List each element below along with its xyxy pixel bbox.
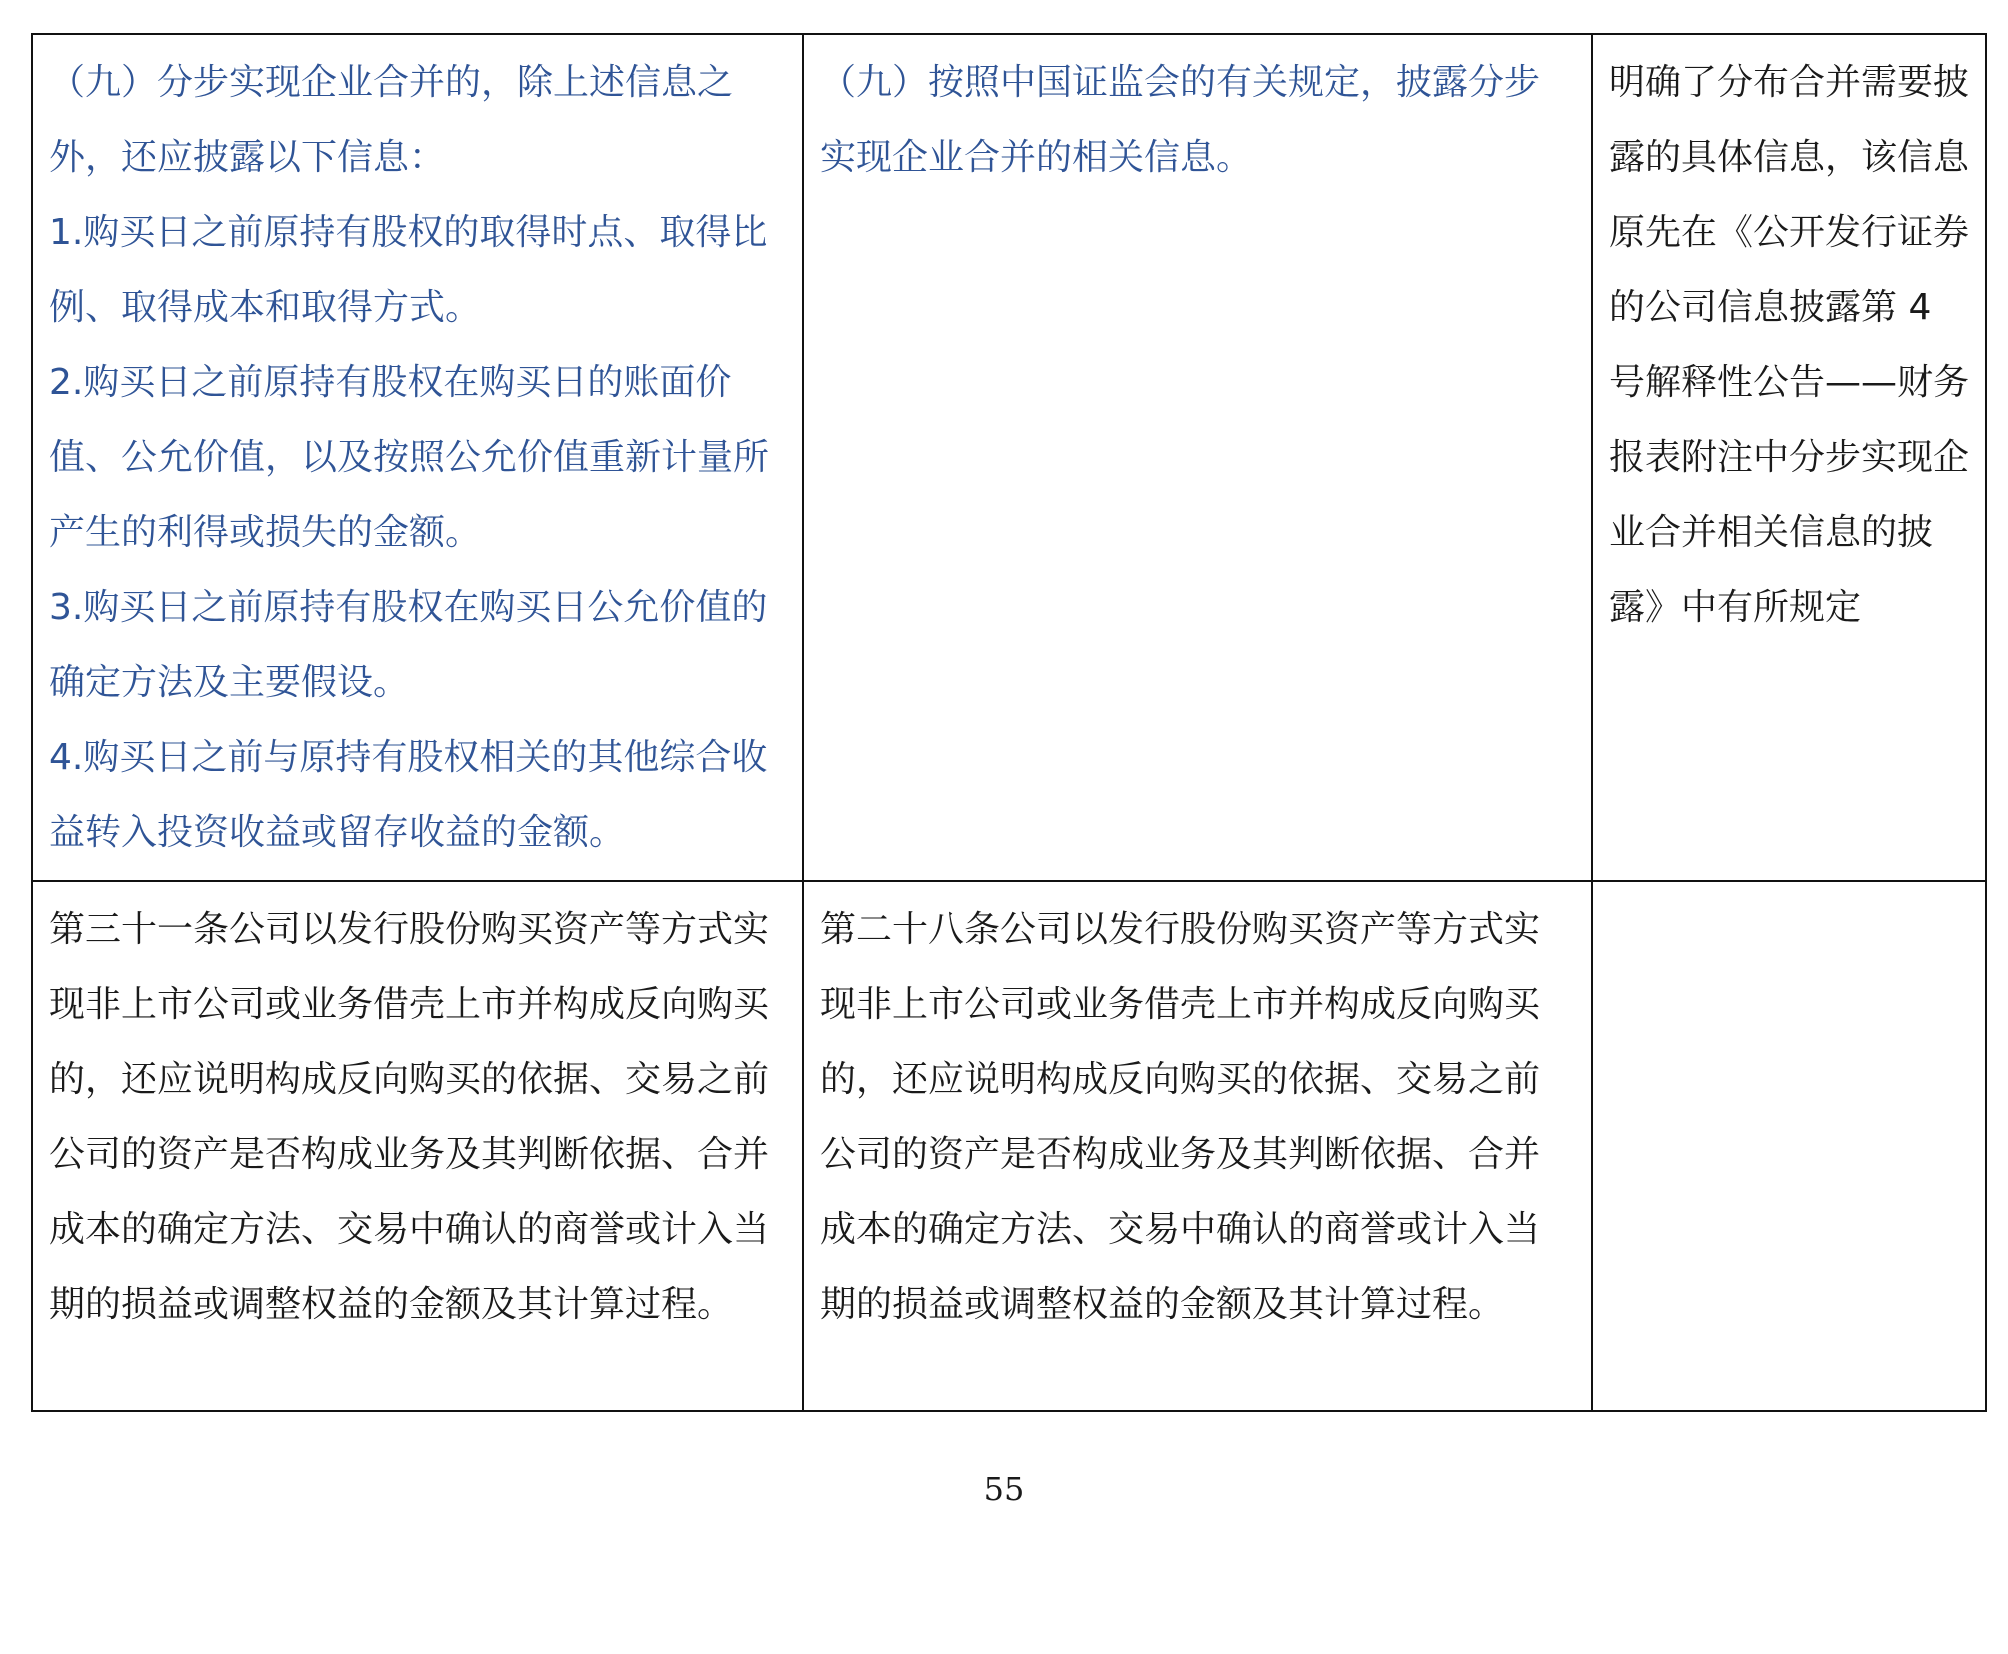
new-rule-heading: （九）分步实现企业合并的，除上述信息之外，还应披露以下信息： [49,62,734,178]
note-text: 明确了分布合并需要披露的具体信息，该信息原先在《公开发行证券的公司信息披露第 4 号解释性公告——财务报表附注中分步实现企业合并相关信息的披露》中有所规定 [1609,62,1970,628]
page-number: 55 [983,1470,1025,1508]
new-rule-cell [32,34,803,881]
new-rule-item: 4.购买日之前与原持有股权相关的其他综合收益转入投资收益或留存收益的金额。 [49,737,768,853]
note-cell [1592,881,1986,1411]
old-rule-cell [803,34,1592,881]
old-rule-text: 第二十八条公司以发行股份购买资产等方式实现非上市公司或业务借壳上市并构成反向购买的，还应说明构成反向购买的依据、交易之前公司的资产是否构成业务及其判断依据、合并成本的确定方法、交易中确认的商誉或计入当期的损益或调整权益的金额及其计算过程。 [820,909,1541,1325]
new-rule-text: 第三十一条公司以发行股份购买资产等方式实现非上市公司或业务借壳上市并构成反向购买的，还应说明构成反向购买的依据、交易之前公司的资产是否构成业务及其判断依据、合并成本的确定方法、交易中确认的商誉或计入当期的损益或调整权益的金额及其计算过程。 [49,909,770,1325]
new-rule-item: 3.购买日之前原持有股权在购买日公允价值的确定方法及主要假设。 [49,587,768,703]
new-rule-cell [32,881,803,1411]
new-rule-item: 2.购买日之前原持有股权在购买日的账面价值、公允价值，以及按照公允价值重新计量所产生的利得或损失的金额。 [49,362,770,553]
old-rule-cell [803,881,1592,1411]
new-rule-item: 1.购买日之前原持有股权的取得时点、取得比例、取得成本和取得方式。 [49,212,768,328]
table-row [32,34,1986,881]
note-cell [1592,34,1986,881]
old-rule-text: （九）按照中国证监会的有关规定，披露分步实现企业合并的相关信息。 [820,62,1541,178]
comparison-table [31,33,1987,1412]
table-row [32,881,1986,1411]
